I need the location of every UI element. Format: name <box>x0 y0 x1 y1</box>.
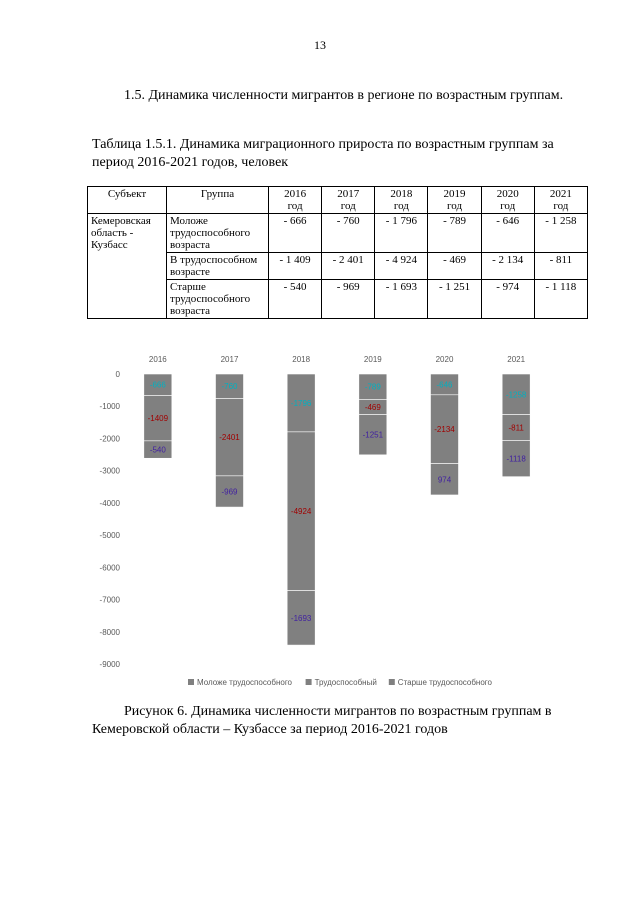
value-cell: - 646 <box>481 214 534 253</box>
data-label: 974 <box>437 475 452 485</box>
data-label: -760 <box>221 382 238 392</box>
y-tick-label: -5000 <box>99 531 120 541</box>
header-subject: Субъект <box>88 187 167 214</box>
table-row <box>88 214 588 253</box>
header-year: 2019 год <box>428 187 481 214</box>
header-year: 2017 год <box>322 187 375 214</box>
legend-label: Моложе трудоспособного <box>197 678 293 687</box>
value-cell: - 1 693 <box>375 280 428 319</box>
value-cell: - 789 <box>428 214 481 253</box>
header-year: 2020 год <box>481 187 534 214</box>
header-year: 2018 год <box>375 187 428 214</box>
y-tick-label: -6000 <box>99 563 120 573</box>
data-label: -789 <box>364 382 381 392</box>
y-tick-label: -8000 <box>99 627 120 637</box>
legend-label: Трудоспособный <box>314 678 377 687</box>
y-tick-label: 0 <box>115 370 120 379</box>
data-label: -1409 <box>147 414 169 424</box>
x-tick-label: 2018 <box>292 355 311 364</box>
value-cell: - 1 409 <box>269 253 322 280</box>
y-tick-label: -4000 <box>99 498 120 508</box>
legend-marker <box>389 679 395 685</box>
x-tick-label: 2019 <box>363 355 382 364</box>
migration-chart <box>88 348 558 693</box>
value-cell: - 1 796 <box>375 214 428 253</box>
data-label: -1251 <box>362 430 384 440</box>
value-cell: - 469 <box>428 253 481 280</box>
x-tick-label: 2017 <box>220 355 239 364</box>
header-group: Группа <box>167 187 269 214</box>
x-tick-label: 2020 <box>435 355 454 364</box>
x-tick-label: 2016 <box>148 355 167 364</box>
value-cell: - 4 924 <box>375 253 428 280</box>
group-cell: Моложе трудоспособного возраста <box>167 214 269 253</box>
value-cell: - 974 <box>481 280 534 319</box>
table-header-row <box>88 187 588 214</box>
section-heading: 1.5. Динамика численности мигрантов в регионе по возрастным группам. <box>124 88 564 103</box>
table-caption: Таблица 1.5.1. Динамика миграционного прироста по возрастным группам за период 2016-2021 годов, человек <box>92 137 554 170</box>
value-cell: - 540 <box>269 280 322 319</box>
legend-marker <box>306 679 312 685</box>
y-tick-label: -7000 <box>99 595 120 605</box>
data-label: -1118 <box>506 454 526 464</box>
subject-cell: Кемеровская область - Кузбасс <box>88 214 167 319</box>
page-number: 13 <box>314 38 326 52</box>
data-label: -4924 <box>290 507 312 517</box>
value-cell: - 1 258 <box>534 214 587 253</box>
value-cell: - 969 <box>322 280 375 319</box>
value-cell: - 1 118 <box>534 280 587 319</box>
y-tick-label: -9000 <box>99 660 120 669</box>
header-year: 2021 год <box>534 187 587 214</box>
data-label: -969 <box>221 487 238 497</box>
data-label: -646 <box>436 380 453 390</box>
value-cell: - 811 <box>534 253 587 280</box>
data-label: -540 <box>149 445 166 455</box>
legend-label: Старше трудоспособного <box>397 678 492 687</box>
x-tick-label: 2021 <box>507 355 526 364</box>
data-label: -2134 <box>434 425 455 435</box>
header-year: 2016 год <box>269 187 322 214</box>
legend-marker <box>188 679 194 685</box>
y-tick-label: -1000 <box>99 402 120 412</box>
group-cell: Старше трудоспособного возраста <box>167 280 269 319</box>
data-label: -1693 <box>290 613 312 623</box>
data-label: -2401 <box>219 433 240 443</box>
data-label: -811 <box>508 423 524 433</box>
value-cell: - 760 <box>322 214 375 253</box>
value-cell: - 666 <box>269 214 322 253</box>
value-cell: - 1 251 <box>428 280 481 319</box>
figure-caption: Рисунок 6. Динамика численности мигрантов по возрастным группам в Кемеровской области – Кузбассе за период 2016-2021 годов <box>92 704 552 737</box>
data-label: -469 <box>364 402 381 412</box>
value-cell: - 2 134 <box>481 253 534 280</box>
migration-table <box>87 186 588 319</box>
y-tick-label: -2000 <box>99 434 120 444</box>
data-label: -1258 <box>505 390 527 400</box>
data-label: -666 <box>149 380 166 390</box>
y-tick-label: -3000 <box>99 466 120 476</box>
group-cell: В трудоспособном возрасте <box>167 253 269 280</box>
value-cell: - 2 401 <box>322 253 375 280</box>
data-label: -1796 <box>290 398 312 408</box>
